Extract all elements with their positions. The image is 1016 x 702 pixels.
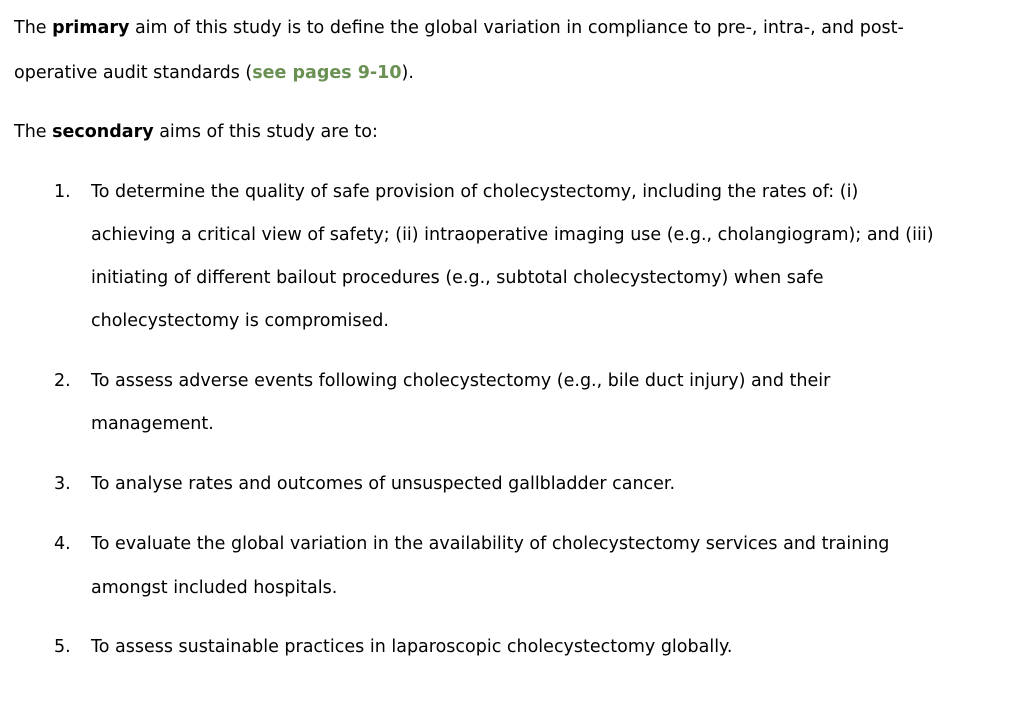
list-item-line: management.	[91, 414, 214, 434]
primary-text-line-2-start: operative audit standards (	[14, 63, 253, 83]
primary-aim-line-2	[14, 62, 414, 84]
list-item-number: 2.	[54, 371, 71, 391]
primary-prefix: The	[14, 18, 53, 38]
list-item-line: To assess adverse events following cholecystectomy (e.g., bile duct injury) and their	[91, 371, 831, 391]
list-item-line: To evaluate the global variation in the availability of cholecystectomy services and training	[91, 534, 890, 554]
list-item-number: 5.	[54, 637, 71, 657]
list-item-number: 4.	[54, 534, 71, 554]
list-item-line: To analyse rates and outcomes of unsuspected gallbladder cancer.	[91, 474, 676, 494]
secondary-prefix: The	[14, 122, 53, 142]
list-item-line: initiating of different bailout procedures (e.g., subtotal cholecystectomy) when safe	[91, 268, 824, 288]
list-item-line: achieving a critical view of safety; (ii) intraoperative imaging use (e.g., cholangiogram); and (iii)	[91, 225, 934, 245]
secondary-text: aims of this study are to:	[153, 122, 378, 142]
primary-text-line-2-end: ).	[401, 63, 414, 83]
list-item-line: To assess sustainable practices in laparoscopic cholecystectomy globally.	[91, 637, 733, 657]
primary-bold-word: primary	[52, 18, 130, 38]
list-item-number: 1.	[54, 182, 71, 202]
secondary-bold-word: secondary	[52, 122, 154, 142]
list-item-number: 3.	[54, 474, 71, 494]
list-item-line: To determine the quality of safe provision of cholecystectomy, including the rates of: (i)	[91, 182, 859, 202]
primary-aim-line-1	[14, 17, 904, 39]
secondary-aims-intro	[14, 121, 378, 143]
see-pages-link[interactable]: see pages 9-10	[252, 63, 402, 83]
list-item-line: amongst included hospitals.	[91, 578, 338, 598]
primary-text-line-1: aim of this study is to define the global variation in compliance to pre-, intra-, and post-	[129, 18, 904, 38]
list-item-line: cholecystectomy is compromised.	[91, 311, 389, 331]
